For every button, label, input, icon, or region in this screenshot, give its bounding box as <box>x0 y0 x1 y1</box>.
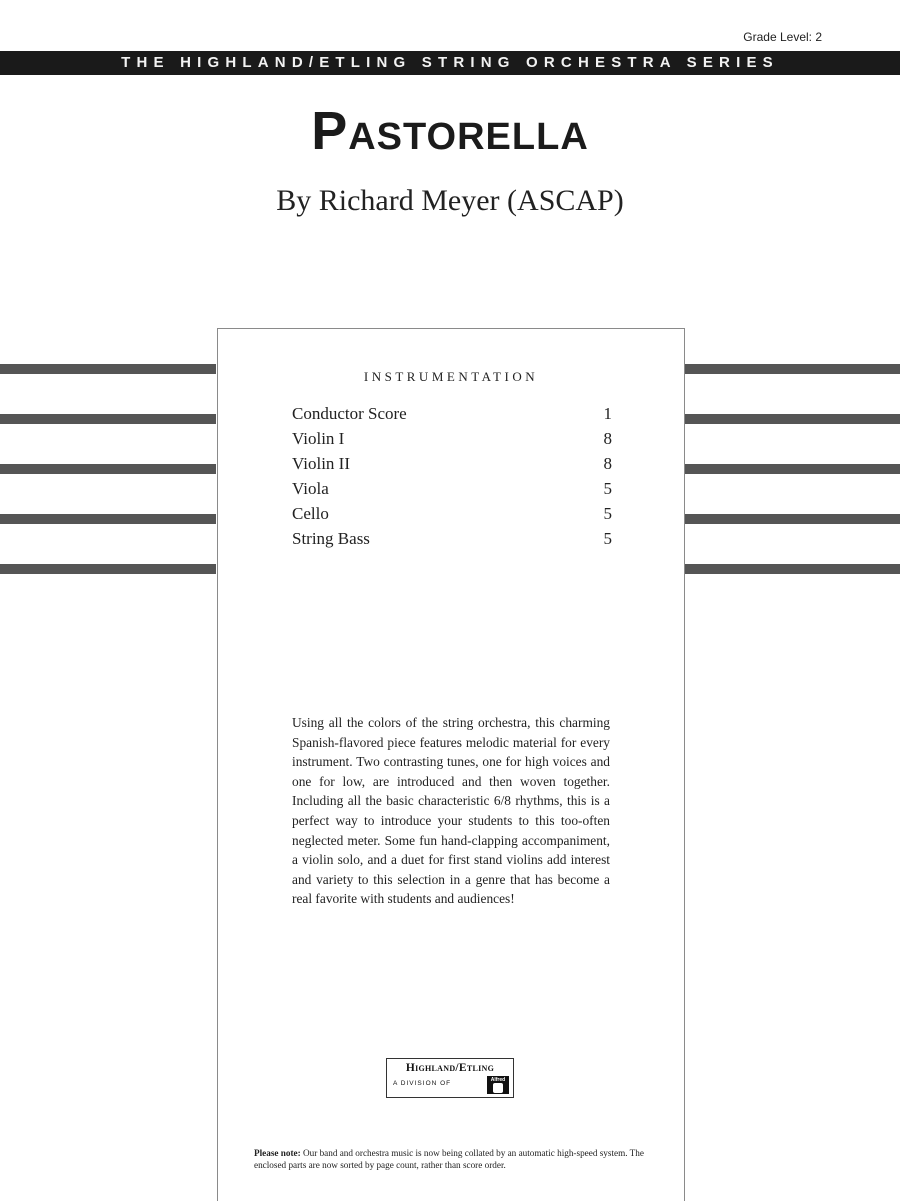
publisher-logo <box>386 1058 514 1098</box>
part-count: 5 <box>603 529 612 548</box>
instrumentation-item <box>292 501 612 526</box>
part-count: 5 <box>603 479 612 498</box>
part-name: Violin I <box>292 429 345 448</box>
staff-lines-right <box>685 364 900 584</box>
alfred-badge-label: Alfred <box>490 1077 506 1083</box>
instrumentation-item <box>292 526 612 551</box>
staff-line <box>0 364 216 374</box>
composer-credit: By Richard Meyer (ASCAP) <box>276 184 624 217</box>
part-name: String Bass <box>292 529 370 548</box>
piece-description: Using all the colors of the string orchestra, this charming Spanish-flavored piece features melodic material for every instrument. Two contrasting tunes, one for high voices and one for low, are introduced and then woven together. Including all the basic characteristic 6/8 rhythms, this is a perfect way to introduce your students to this too-often neglected meter. Some fun hand-clapping accompaniment, a violin solo, and a duet for first stand violins add interest and variety to this selection in a genre that has become a real favorite with students and audiences! <box>292 715 610 907</box>
staff-line <box>685 364 900 374</box>
publisher-logo-subtitle: A DIVISION OF <box>393 1080 452 1087</box>
content-panel <box>217 328 685 1201</box>
part-name: Conductor Score <box>292 404 407 423</box>
collation-note <box>254 1147 654 1171</box>
staff-lines-left <box>0 364 216 584</box>
part-count: 1 <box>603 404 612 423</box>
staff-line <box>685 514 900 524</box>
part-name: Viola <box>292 479 329 498</box>
part-count: 8 <box>603 454 612 473</box>
instrumentation-item <box>292 401 612 426</box>
alfred-badge-icon <box>487 1076 509 1094</box>
piece-title: Pastorella <box>311 101 589 161</box>
part-name: Violin II <box>292 454 350 473</box>
staff-line <box>0 514 216 524</box>
note-label: Please note: <box>254 1148 301 1158</box>
instrumentation-item <box>292 476 612 501</box>
part-name: Cello <box>292 504 329 523</box>
publisher-logo-name: Highland/Etling <box>405 1062 495 1074</box>
staff-line <box>685 414 900 424</box>
staff-line <box>0 564 216 574</box>
note-text: Our band and orchestra music is now being collated by an automatic high-speed system. The enclosed parts are now sorted by page count, rather than score order. <box>254 1148 644 1170</box>
grade-level: Grade Level: 2 <box>743 30 822 44</box>
staff-line <box>0 464 216 474</box>
staff-line <box>0 414 216 424</box>
staff-line <box>685 564 900 574</box>
series-banner: THE HIGHLAND/ETLING STRING ORCHESTRA SERIES <box>0 51 900 75</box>
instrumentation-list <box>292 401 612 551</box>
part-count: 5 <box>603 504 612 523</box>
alfred-mark-icon <box>493 1083 503 1093</box>
instrumentation-item <box>292 451 612 476</box>
staff-line <box>685 464 900 474</box>
instrumentation-heading: INSTRUMENTATION <box>363 369 539 384</box>
part-count: 8 <box>603 429 612 448</box>
instrumentation-item <box>292 426 612 451</box>
